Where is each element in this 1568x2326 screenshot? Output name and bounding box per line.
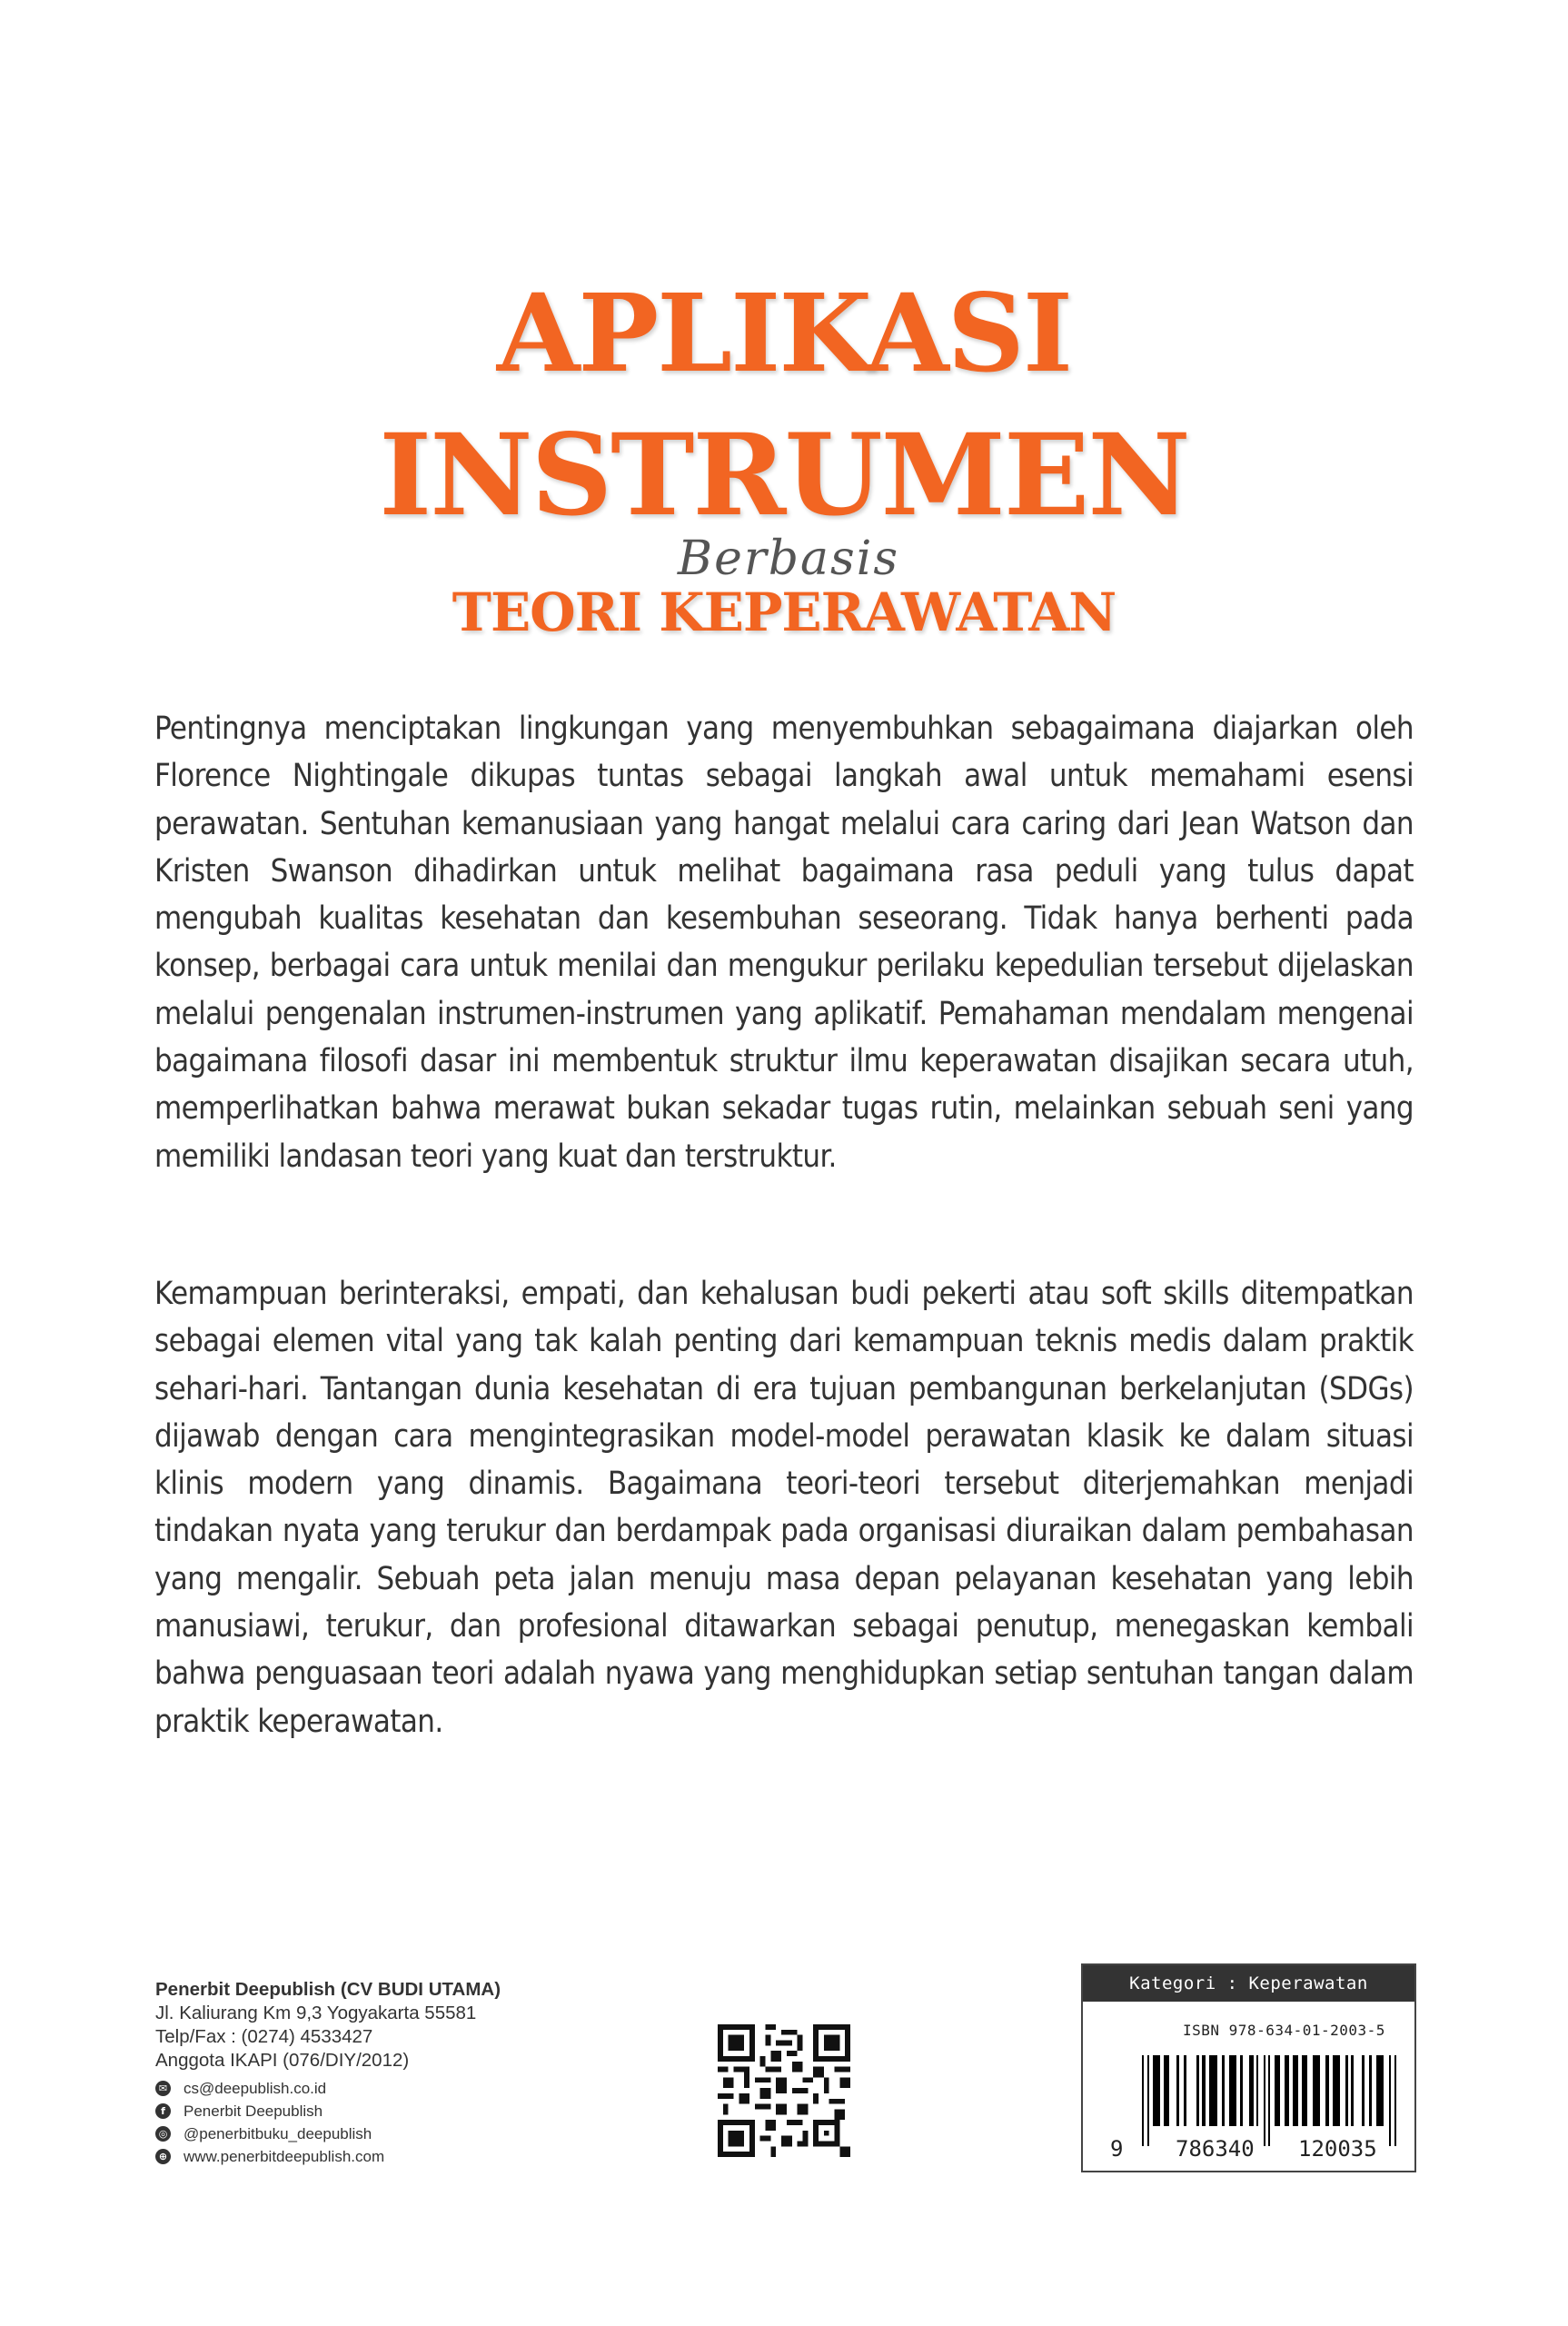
synopsis-paragraph-2: Kemampuan berinteraksi, empati, dan kehalusan budi pekerti atau soft skills ditempatkan sebagai elemen vital yang tak kalah penting dari kemampuan teknis medis dalam praktik sehari-hari. Tantangan dunia kesehatan di era tujuan pembangunan berkelanjutan (SDGs) dijawab dengan cara mengintegrasikan model-model perawatan klasik ke dalam situasi klinis modern yang dinamis. Bagaimana teori-teori tersebut diterjemahkan menjadi tindakan nyata yang terukur dan berdampak pada organisasi diuraikan dalam pembahasan yang mengalir. Sebuah peta jalan menuju masa depan pelayanan kesehatan yang lebih manusiawi, terukur, dan profesional ditawarkan sebagai penutup, menegaskan kembali bahwa penguasaan teori adalah nyawa yang menghidupkan setiap sentuhan tangan dalam praktik keperawatan. — [154, 1276, 1414, 1740]
barcode-digit-prefix: 9 — [1110, 2136, 1124, 2162]
contact-instagram-text: @penerbitbuku_deepublish — [184, 2125, 372, 2142]
publisher-info — [155, 1978, 501, 2168]
title-script: Berbasis — [677, 532, 900, 586]
contact-email — [155, 2077, 501, 2100]
barcode — [1142, 2055, 1405, 2146]
barcode-digits-right: 120035 — [1298, 2136, 1377, 2162]
synopsis-paragraph-1: Pentingnya menciptakan lingkungan yang menyembuhkan sebagaimana diajarkan oleh Florence Nightingale dikupas tuntas sebagai langkah awal untuk memahami esensi perawatan. Sentuhan kemanusiaan yang hangat melalui cara caring dari Jean Watson dan Kristen Swanson dihadirkan untuk melihat bagaimana rasa peduli yang tulus dapat mengubah kualitas kesehatan dan kesembuhan seseorang. Tidak hanya berhenti pada konsep, berbagai cara untuk menilai dan mengukur perilaku kepedulian tersebut dijelaskan melalui pengenalan instrumen-instrumen yang aplikatif. Pemahaman mendalam mengenai bagaimana filosofi dasar ini membentuk struktur ilmu keperawatan disajikan secara utuh, memperlihatkan bahwa merawat bukan sekadar tugas rutin, melainkan sebuah seni yang memiliki landasan teori yang kuat dan terstruktur. — [154, 711, 1414, 1175]
title-line-1: APLIKASI — [496, 270, 1072, 396]
contact-facebook — [155, 2100, 501, 2122]
globe-icon: ⊕ — [155, 2149, 171, 2164]
contact-list — [155, 2077, 501, 2168]
publisher-phone: Telp/Fax : (0274) 4533427 — [155, 2026, 373, 2047]
barcode-digits-left: 786340 — [1176, 2136, 1255, 2162]
contact-website-text: www.penerbitdeepublish.com — [184, 2148, 385, 2165]
facebook-icon: f — [155, 2103, 171, 2119]
publisher-name: Penerbit Deepublish (CV BUDI UTAMA) — [155, 1979, 501, 2000]
isbn-text: ISBN 978-634-01-2003-5 — [1183, 2022, 1385, 2039]
title-line-3: TEORI KEPERAWATAN — [452, 582, 1116, 643]
title-line-2: INSTRUMEN — [379, 410, 1189, 542]
publisher-membership: Anggota IKAPI (076/DIY/2012) — [155, 2050, 410, 2071]
contact-facebook-text: Penerbit Deepublish — [184, 2102, 323, 2120]
instagram-icon: ◎ — [155, 2126, 171, 2142]
contact-website — [155, 2145, 501, 2168]
contact-instagram — [155, 2122, 501, 2145]
email-icon: ✉ — [155, 2081, 171, 2096]
publisher-address: Jl. Kaliurang Km 9,3 Yogyakarta 55581 — [155, 2003, 477, 2023]
contact-email-text: cs@deepublish.co.id — [184, 2080, 327, 2097]
isbn-box — [1081, 1963, 1416, 2172]
qr-code — [718, 2024, 850, 2157]
category-label: Kategori : Keperawatan — [1083, 1965, 1414, 2002]
